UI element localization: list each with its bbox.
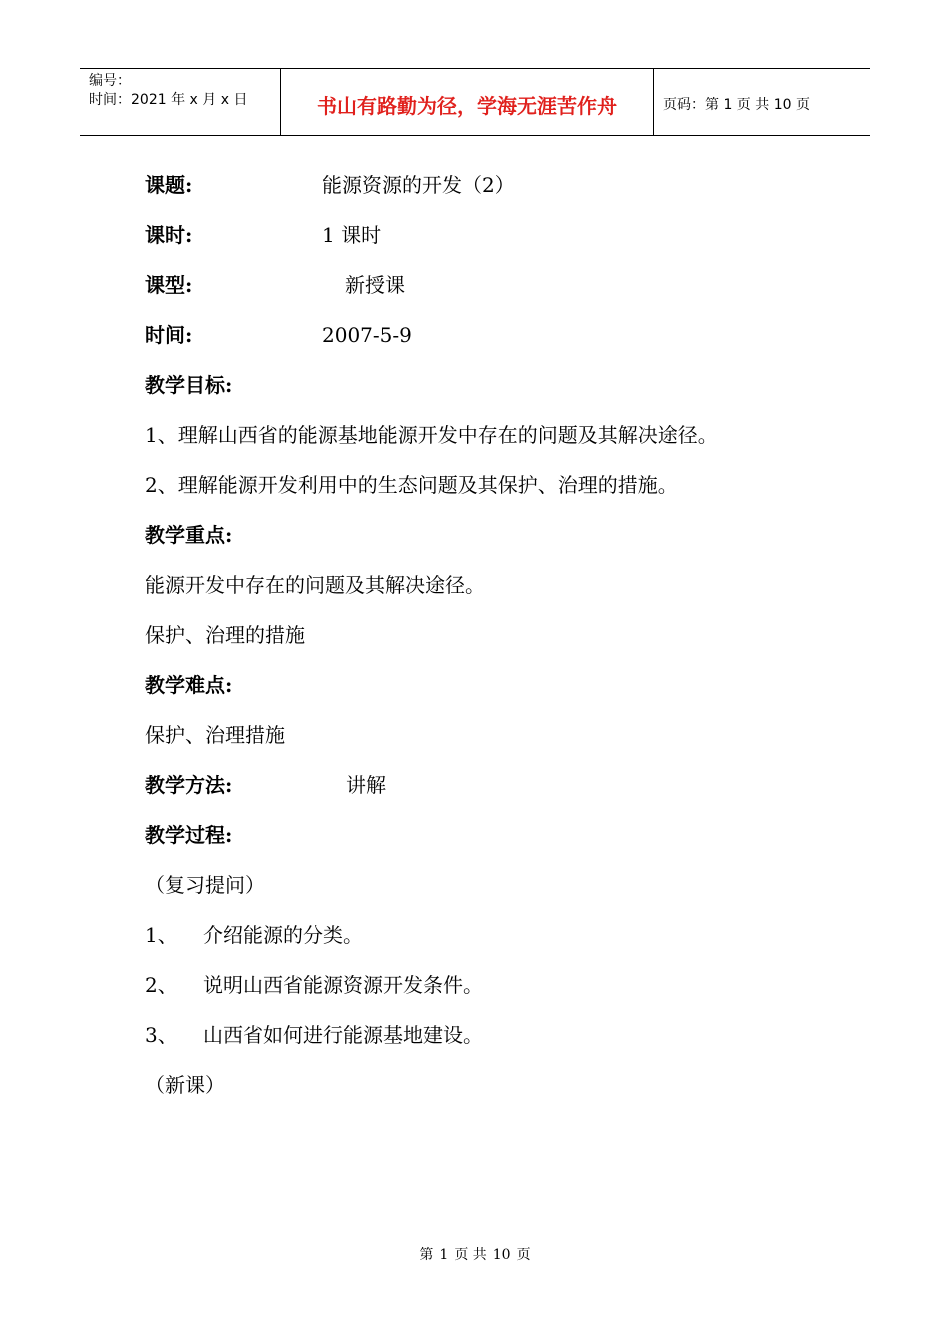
objectives-heading: 教学目标: [145, 373, 233, 397]
method-row [145, 760, 845, 810]
date-value: 2007-5-9 [322, 323, 412, 347]
footer-suffix: 页 [516, 1247, 531, 1263]
objective-item: 2、理解能源开发利用中的生态问题及其保护、治理的措施。 [145, 473, 678, 497]
question-text: 山西省如何进行能源基地建设。 [203, 1023, 483, 1047]
review-question [145, 910, 845, 960]
page-header [80, 68, 870, 136]
header-page-info: 页码：第 1 页 共 10 页 [663, 97, 810, 113]
type-label: 课型: [145, 273, 193, 297]
document-date: 时间：2021 年 x 月 x 日 [89, 92, 248, 108]
review-label: （复习提问） [145, 873, 265, 897]
topic-row [145, 160, 845, 210]
footer-prefix: 第 [419, 1247, 434, 1263]
period-value: 1 课时 [322, 223, 382, 247]
date-row [145, 310, 845, 360]
question-number: 3、 [145, 1023, 178, 1047]
method-value: 讲解 [346, 773, 386, 797]
question-number: 2、 [145, 973, 178, 997]
header-motto: 书山有路勤为径，学海无涯苦作舟 [281, 69, 654, 135]
difficulties-heading: 教学难点: [145, 673, 233, 697]
key-point-item: 能源开发中存在的问题及其解决途径。 [145, 573, 485, 597]
footer-middle: 页 共 [454, 1247, 487, 1263]
header-meta [80, 69, 281, 135]
process-heading: 教学过程: [145, 823, 233, 847]
lesson-plan [145, 160, 845, 1110]
type-value: 新授课 [345, 273, 405, 297]
footer-page-number: 1 [439, 1247, 449, 1263]
key-point-item: 保护、治理的措施 [145, 623, 305, 647]
topic-label: 课题: [145, 173, 193, 197]
method-label: 教学方法: [145, 773, 233, 797]
period-label: 课时: [145, 223, 193, 247]
footer-total-pages: 10 [492, 1247, 511, 1263]
type-row [145, 260, 845, 310]
key-points-heading: 教学重点: [145, 523, 233, 547]
date-label: 时间: [145, 323, 193, 347]
difficulty-item: 保护、治理措施 [145, 723, 285, 747]
document-number: 编号： [89, 73, 131, 89]
page-footer [0, 1244, 950, 1264]
topic-value: 能源资源的开发（2） [322, 173, 515, 197]
objective-item: 1、理解山西省的能源基地能源开发中存在的问题及其解决途径。 [145, 423, 718, 447]
question-number: 1、 [145, 923, 178, 947]
review-question [145, 960, 845, 1010]
question-text: 介绍能源的分类。 [203, 923, 363, 947]
period-row [145, 210, 845, 260]
question-text: 说明山西省能源资源开发条件。 [203, 973, 483, 997]
new-lesson-label: （新课） [145, 1073, 225, 1097]
review-question [145, 1010, 845, 1060]
